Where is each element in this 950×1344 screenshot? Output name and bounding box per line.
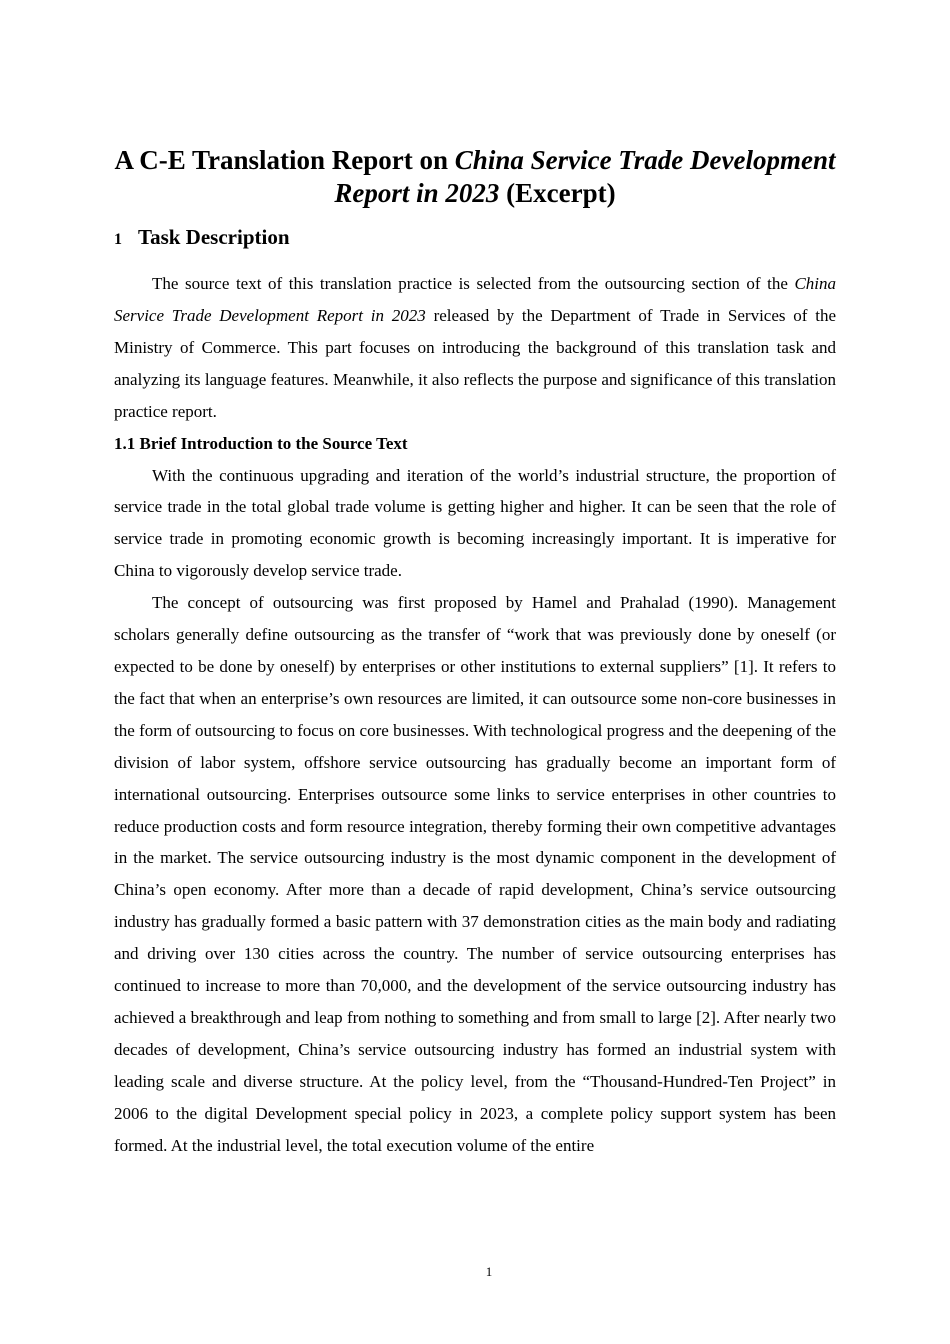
document-title [114,144,836,210]
title-part2: (Excerpt) [499,178,616,208]
title-italic: China Service Trade Development Report in 2023 [334,145,836,208]
paragraph-1-italic: China Service Trade Development Report in 2023 [114,274,836,325]
paragraph-2: With the continuous upgrading and iteration of the world’s industrial structure, the proportion of service trade in the total global trade volume is getting higher and higher. It can be seen that the role of service trade in promoting economic growth is becoming increasingly important. It is imperative for China to vigorously develop service trade. [114,465,836,581]
subsection-heading-1-1: 1.1 Brief Introduction to the Source Text [114,433,408,453]
paragraph-1-text-b: released by the Department of Trade in Services of the Ministry of Commerce. This part focuses on introducing the background of this translation task and analyzing its language features. Meanwhile, it also reflects the purpose and significance of this translation practice report. [114,305,836,421]
paragraph-3: The concept of outsourcing was first proposed by Hamel and Prahalad (1990). Management scholars generally define outsourcing as the transfer of “work that was previously done by oneself (or expected to be done by oneself) by enterprises or other institutions to external suppliers” [1]. It refers to the fact that when an enterprise’s own resources are limited, it can outsource some non-core businesses in the form of outsourcing to focus on core businesses. With technological progress and the deepening of the division of labor system, offshore service outsourcing has gradually become an important form of international outsourcing. Enterprises outsource some links to service enterprises in other countries to reduce production costs and form resource integration, thereby forming their own competitive advantages in the market. The service outsourcing industry is the most dynamic component in the development of China’s open economy. After more than a decade of rapid development, China’s service outsourcing industry has gradually formed a basic pattern with 37 demonstration cities as the main body and radiating and driving over 130 cities across the country. The number of service outsourcing enterprises has continued to increase to more than 70,000, and the development of the service outsourcing industry has achieved a breakthrough and leap from nothing to something and from small to large [2]. After nearly two decades of development, China’s service outsourcing industry has formed an industrial system with leading scale and diverse structure. At the policy level, from the “Thousand-Hundred-Ten Project” in 2006 to the digital Development special policy in 2023, a complete policy support system has been formed. At the industrial level, the total execution volume of the entire [114,593,836,1155]
paragraph-1 [114,268,836,428]
page-number: 1 [485,1264,493,1279]
paragraph-1-text-a: The source text of this translation practice is selected from the outsourcing section of the [152,274,795,293]
section-heading-1 [114,221,836,256]
section-number: 1 [114,231,122,248]
section-title: Task Description [138,225,290,249]
title-part1: A C-E Translation Report on [114,145,455,175]
page-content [114,144,836,1161]
